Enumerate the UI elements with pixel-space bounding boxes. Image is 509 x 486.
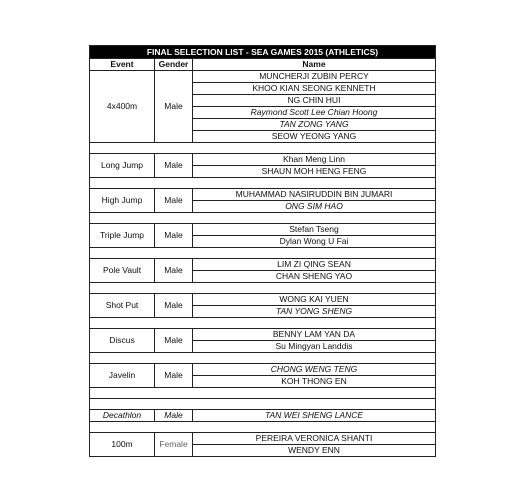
spacer-cell <box>90 422 436 433</box>
table-row <box>90 329 436 341</box>
table-row <box>90 294 436 306</box>
table-row <box>90 154 436 166</box>
event-cell: Shot Put <box>90 294 155 318</box>
header-name: Name <box>193 59 436 71</box>
athlete-name-cell: TAN YONG SHENG <box>193 306 436 318</box>
spacer-cell <box>90 283 436 294</box>
header-row <box>90 59 436 71</box>
gender-cell: Male <box>155 224 193 248</box>
spacer-row <box>90 248 436 259</box>
athlete-name-cell: Raymond Scott Lee Chian Hoong <box>193 107 436 119</box>
table-row <box>90 224 436 236</box>
spacer-cell <box>90 318 436 329</box>
athlete-name-cell: PEREIRA VERONICA SHANTI <box>193 433 436 445</box>
athlete-name-cell: Stefan Tseng <box>193 224 436 236</box>
table-title: FINAL SELECTION LIST - SEA GAMES 2015 (ATHLETICS) <box>90 46 436 59</box>
gender-cell: Male <box>155 189 193 213</box>
gender-cell: Male <box>155 329 193 353</box>
selection-table <box>89 45 436 457</box>
selection-sheet <box>89 45 435 457</box>
athlete-name-cell: WENDY ENN <box>193 445 436 457</box>
athlete-name-cell: KHOO KIAN SEONG KENNETH <box>193 83 436 95</box>
spacer-cell <box>90 248 436 259</box>
header-event: Event <box>90 59 155 71</box>
spacer-cell <box>90 178 436 189</box>
athlete-name-cell: MUHAMMAD NASIRUDDIN BIN JUMARI <box>193 189 436 201</box>
athlete-name-cell: WONG KAI YUEN <box>193 294 436 306</box>
spacer-cell <box>90 399 436 410</box>
header-gender: Gender <box>155 59 193 71</box>
event-cell: Triple Jump <box>90 224 155 248</box>
event-cell: Javelin <box>90 364 155 388</box>
athlete-name-cell: TAN WEI SHENG LANCE <box>193 410 436 422</box>
athlete-name-cell: Khan Meng Linn <box>193 154 436 166</box>
spacer-row <box>90 353 436 364</box>
table-row <box>90 433 436 445</box>
spacer-row <box>90 399 436 410</box>
spacer-cell <box>90 353 436 364</box>
table-row <box>90 364 436 376</box>
event-cell: High Jump <box>90 189 155 213</box>
event-cell: Discus <box>90 329 155 353</box>
athlete-name-cell: Su Mingyan Landdis <box>193 341 436 353</box>
athlete-name-cell: CHONG WENG TENG <box>193 364 436 376</box>
title-row <box>90 46 436 59</box>
spacer-row <box>90 318 436 329</box>
event-cell: Long Jump <box>90 154 155 178</box>
spacer-row <box>90 283 436 294</box>
athlete-name-cell: NG CHIN HUI <box>193 95 436 107</box>
spacer-row <box>90 143 436 154</box>
athlete-name-cell: TAN ZONG YANG <box>193 119 436 131</box>
spacer-cell <box>90 213 436 224</box>
table-row <box>90 189 436 201</box>
gender-cell: Male <box>155 154 193 178</box>
event-cell: Decathlon <box>90 410 155 422</box>
table-row <box>90 259 436 271</box>
gender-cell: Male <box>155 259 193 283</box>
gender-cell: Female <box>155 433 193 457</box>
table-row <box>90 410 436 422</box>
gender-cell: Male <box>155 410 193 422</box>
athlete-name-cell: LIM ZI QING SEAN <box>193 259 436 271</box>
athlete-name-cell: KOH THONG EN <box>193 376 436 388</box>
athlete-name-cell: BENNY LAM YAN DA <box>193 329 436 341</box>
spacer-row <box>90 178 436 189</box>
spacer-cell <box>90 388 436 399</box>
athlete-name-cell: Dylan Wong U Fai <box>193 236 436 248</box>
table-row <box>90 71 436 83</box>
gender-cell: Male <box>155 71 193 143</box>
spacer-row <box>90 213 436 224</box>
gender-cell: Male <box>155 294 193 318</box>
athlete-name-cell: ONG SIM HAO <box>193 201 436 213</box>
athlete-name-cell: MUNCHERJI ZUBIN PERCY <box>193 71 436 83</box>
athlete-name-cell: CHAN SHENG YAO <box>193 271 436 283</box>
spacer-row <box>90 422 436 433</box>
event-cell: Pole Vault <box>90 259 155 283</box>
table-body <box>90 71 436 457</box>
event-cell: 100m <box>90 433 155 457</box>
spacer-cell <box>90 143 436 154</box>
spacer-row <box>90 388 436 399</box>
event-cell: 4x400m <box>90 71 155 143</box>
athlete-name-cell: SHAUN MOH HENG FENG <box>193 166 436 178</box>
gender-cell: Male <box>155 364 193 388</box>
athlete-name-cell: SEOW YEONG YANG <box>193 131 436 143</box>
